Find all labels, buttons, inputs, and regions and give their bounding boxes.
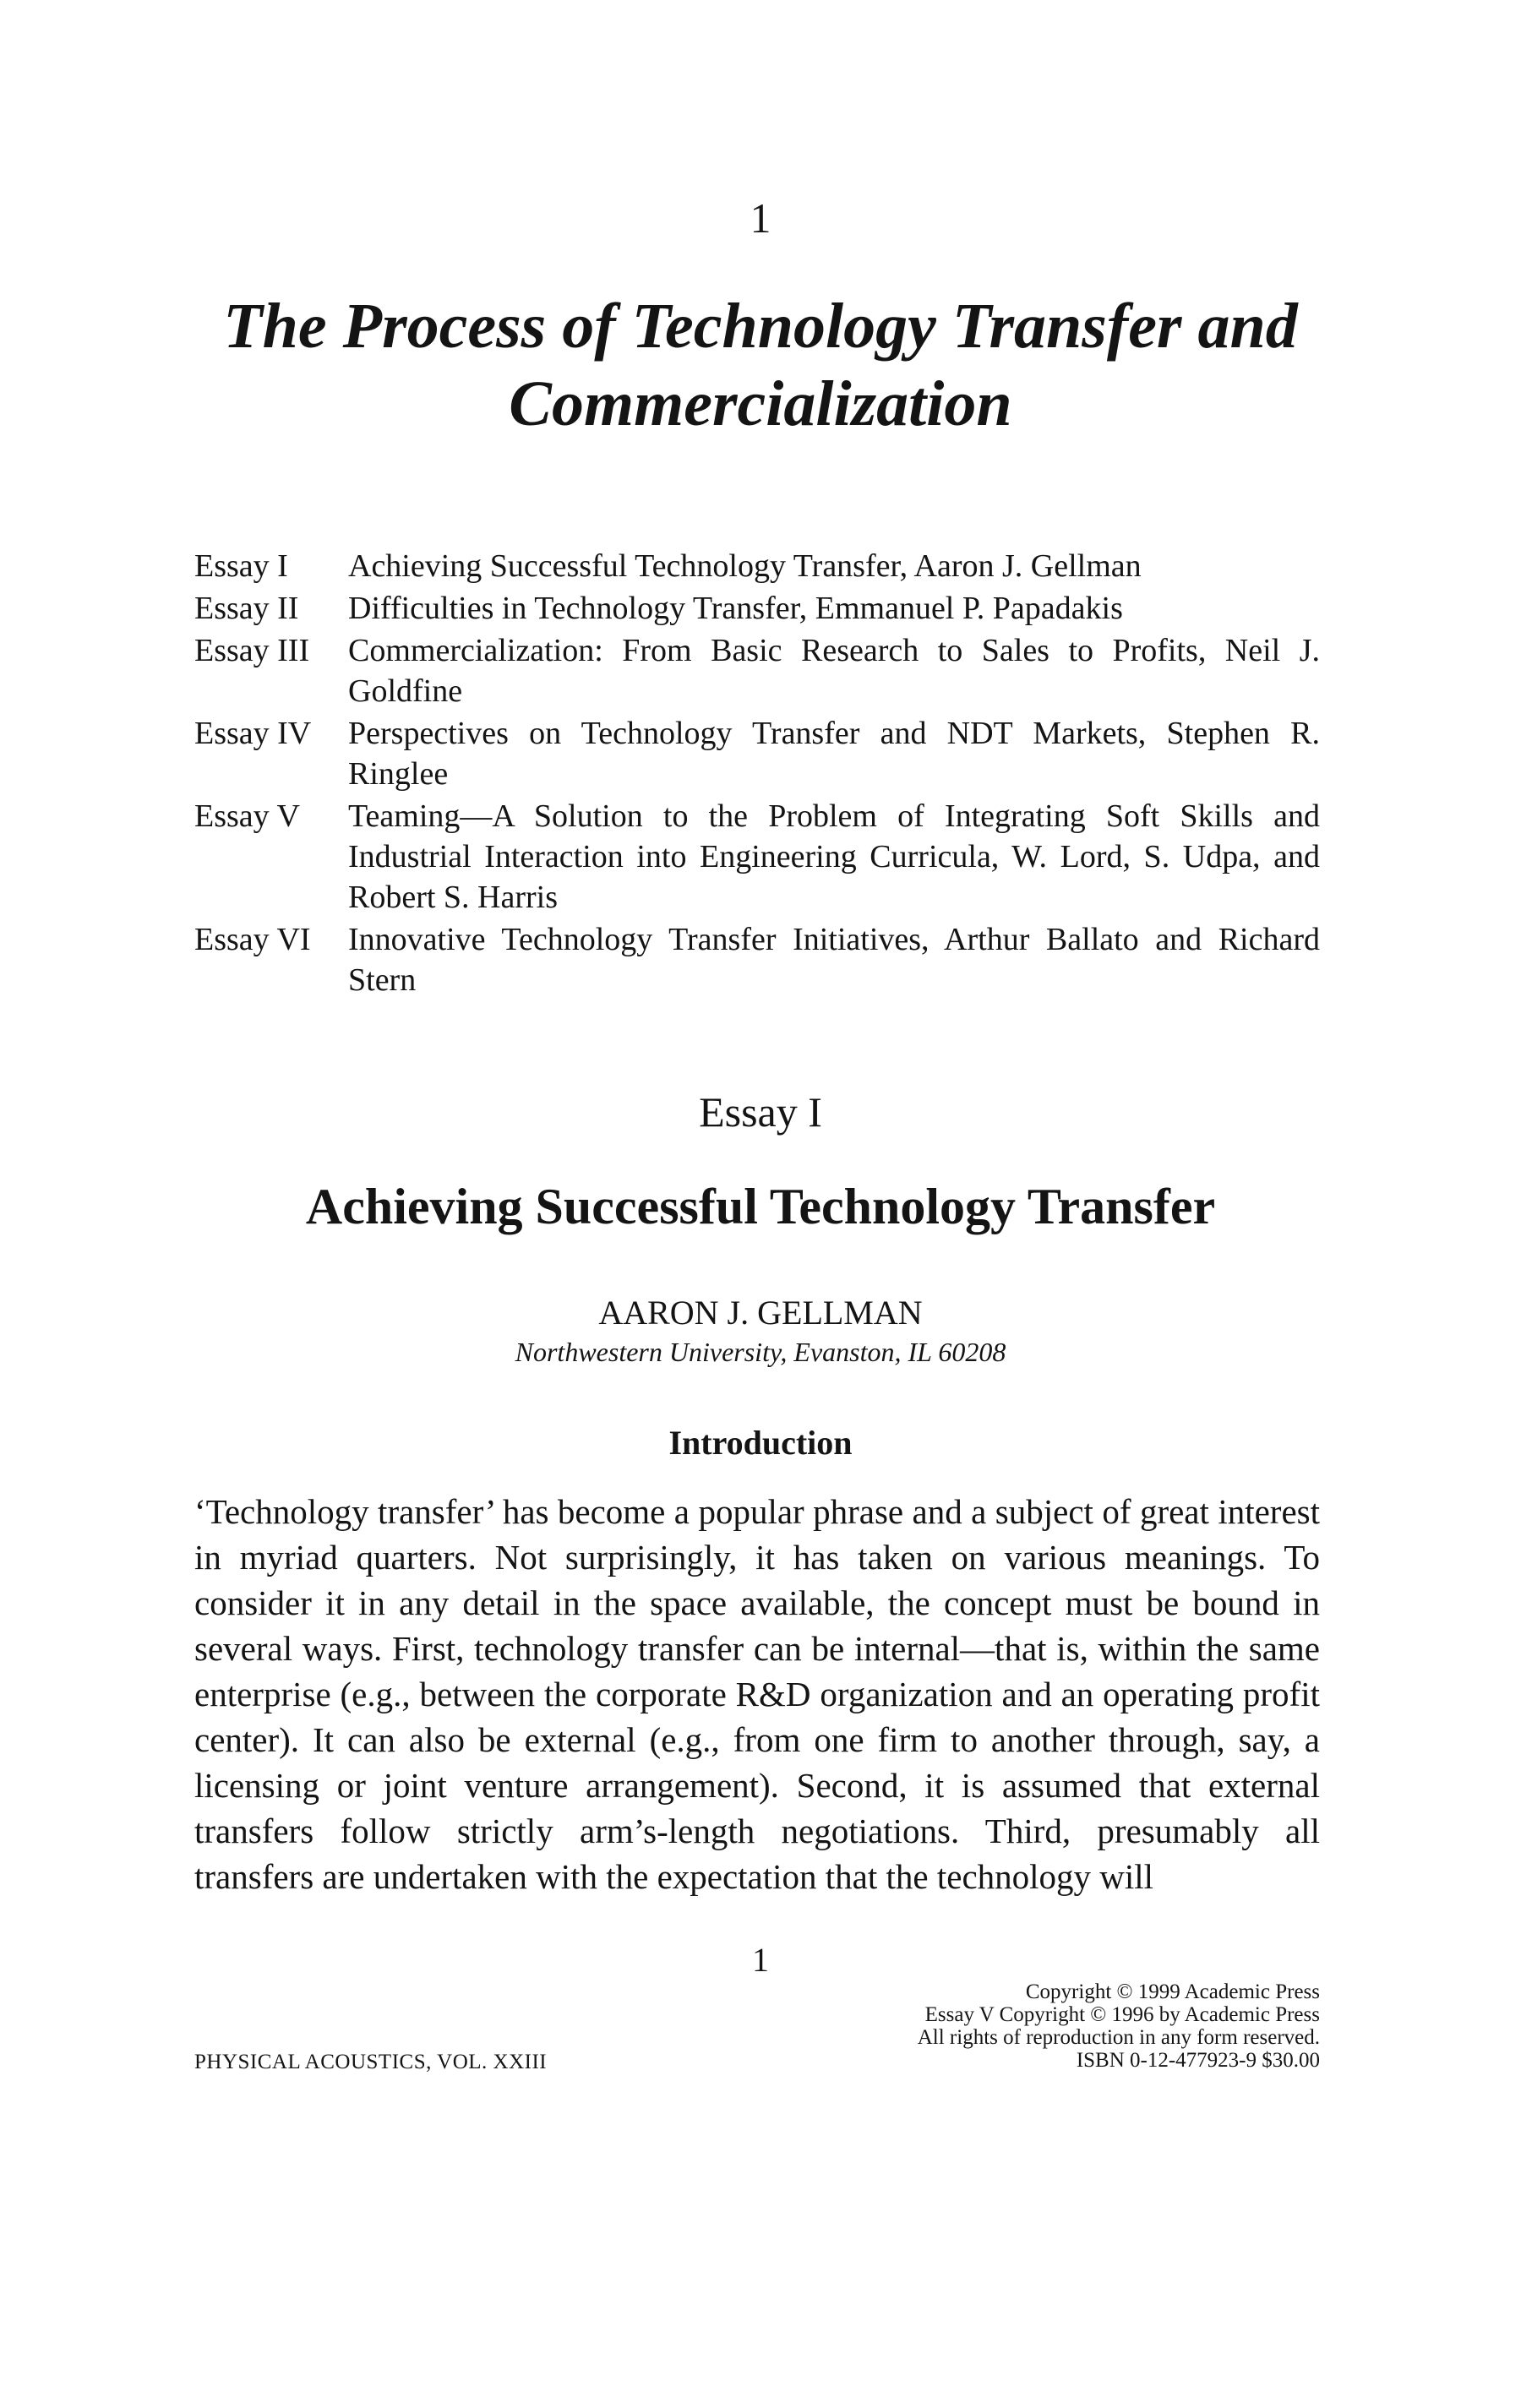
author-affiliation: Northwestern University, Evanston, IL 60208 bbox=[515, 1337, 1006, 1367]
copyright-notice bbox=[728, 1980, 1320, 2072]
toc-entry-label: Essay V bbox=[194, 798, 300, 834]
toc-entry bbox=[194, 630, 1320, 711]
toc-entry-label: Essay II bbox=[194, 591, 299, 626]
toc-entry bbox=[194, 588, 1320, 629]
author-name: AARON J. GELLMAN bbox=[598, 1294, 923, 1332]
toc-entry-label: Essay III bbox=[194, 633, 310, 668]
copyright-line: Essay V Copyright © 1996 by Academic Press bbox=[924, 2003, 1320, 2026]
page-number: 1 bbox=[752, 1941, 769, 1979]
toc-entry-label: Essay I bbox=[194, 548, 288, 584]
toc-entry-text: Innovative Technology Transfer Initiatives, Arthur Ballato and Richard Stern bbox=[348, 922, 1320, 998]
toc-entry-text: Commercialization: From Basic Research to Sales to Profits, Neil J. Goldfine bbox=[348, 633, 1320, 709]
essay-title: Achieving Successful Technology Transfer bbox=[305, 1179, 1216, 1234]
toc-entry bbox=[194, 713, 1320, 794]
copyright-line: All rights of reproduction in any form reserved. bbox=[917, 2026, 1320, 2049]
toc-entry-label: Essay VI bbox=[194, 922, 311, 957]
table-of-contents bbox=[194, 546, 1320, 1002]
body-paragraph: ‘Technology transfer’ has become a popular phrase and a subject of great interest in myriad quarters. Not surprisingly, it has taken on various meanings. To consider it in any detail in the space available, the concept must be bound in several ways. First, technology transfer can be internal—that is, within the same enterprise (e.g., between the corporate R&D organization and an operating profit center). It can also be external (e.g., from one firm to another through, say, a licensing or joint venture arrangement). Second, it is assumed that external transfers follow strictly arm’s-length negotiations. Third, presumably all transfers are undertaken with the expectation that the technology will bbox=[194, 1492, 1320, 1896]
journal-reference: PHYSICAL ACOUSTICS, VOL. XXIII bbox=[194, 2051, 548, 2073]
chapter-title-line-1: The Process of Technology Transfer and bbox=[223, 291, 1298, 362]
toc-entry-text: Difficulties in Technology Transfer, Emmanuel P. Papadakis bbox=[348, 591, 1123, 626]
chapter-title bbox=[152, 287, 1369, 443]
chapter-title-line-2: Commercialization bbox=[509, 368, 1012, 439]
toc-entry bbox=[194, 796, 1320, 918]
section-heading: Introduction bbox=[668, 1424, 853, 1462]
toc-entry bbox=[194, 546, 1320, 586]
toc-entry bbox=[194, 919, 1320, 1000]
chapter-number: 1 bbox=[750, 194, 771, 242]
toc-entry-label: Essay IV bbox=[194, 716, 312, 751]
isbn-line: ISBN 0-12-477923-9 $30.00 bbox=[1076, 2049, 1320, 2072]
toc-entry-text: Teaming—A Solution to the Problem of Integrating Soft Skills and Industrial Interaction into Engineering Curricula, W. Lord, S. Udpa, and Robert S. Harris bbox=[348, 798, 1320, 915]
toc-entry-text: Achieving Successful Technology Transfer, Aaron J. Gellman bbox=[348, 548, 1142, 584]
copyright-line: Copyright © 1999 Academic Press bbox=[1025, 1980, 1320, 2003]
essay-heading: Essay I bbox=[699, 1088, 822, 1136]
toc-entry-text: Perspectives on Technology Transfer and NDT Markets, Stephen R. Ringlee bbox=[348, 716, 1320, 792]
